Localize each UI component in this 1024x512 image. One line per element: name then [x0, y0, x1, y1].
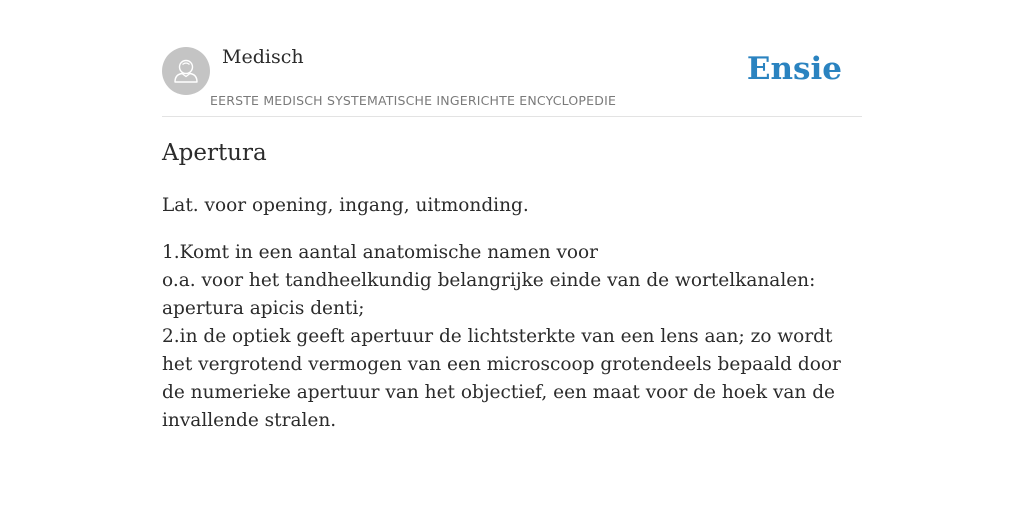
definition-line: 2.in de optiek geeft apertuur de lichtsterkte van een lens aan; zo wordt het vergrotend vermogen van een microscoop grotendeels bepaald door de numerieke apertuur van het objectief, een maat voor de hoek van de invallende stralen. [162, 326, 841, 431]
definition-line: 1.Komt in een aantal anatomische namen voor [162, 242, 599, 263]
source-title[interactable]: Medisch [222, 46, 304, 68]
entry-page [162, 0, 862, 512]
definition-intro: Lat. voor opening, ingang, uitmonding. [162, 195, 529, 216]
definition-line: o.a. voor het tandheelkundig belangrijke einde van de wortelkanalen: apertura apicis denti; [162, 270, 816, 319]
source-header [162, 0, 862, 117]
entry-definition [162, 192, 862, 435]
entry-title: Apertura [162, 140, 267, 166]
user-silhouette-icon [162, 47, 210, 95]
brand-logo[interactable]: Ensie [746, 51, 842, 87]
source-subtitle: EERSTE MEDISCH SYSTEMATISCHE INGERICHTE ENCYCLOPEDIE [210, 93, 617, 108]
source-avatar[interactable] [162, 47, 210, 95]
